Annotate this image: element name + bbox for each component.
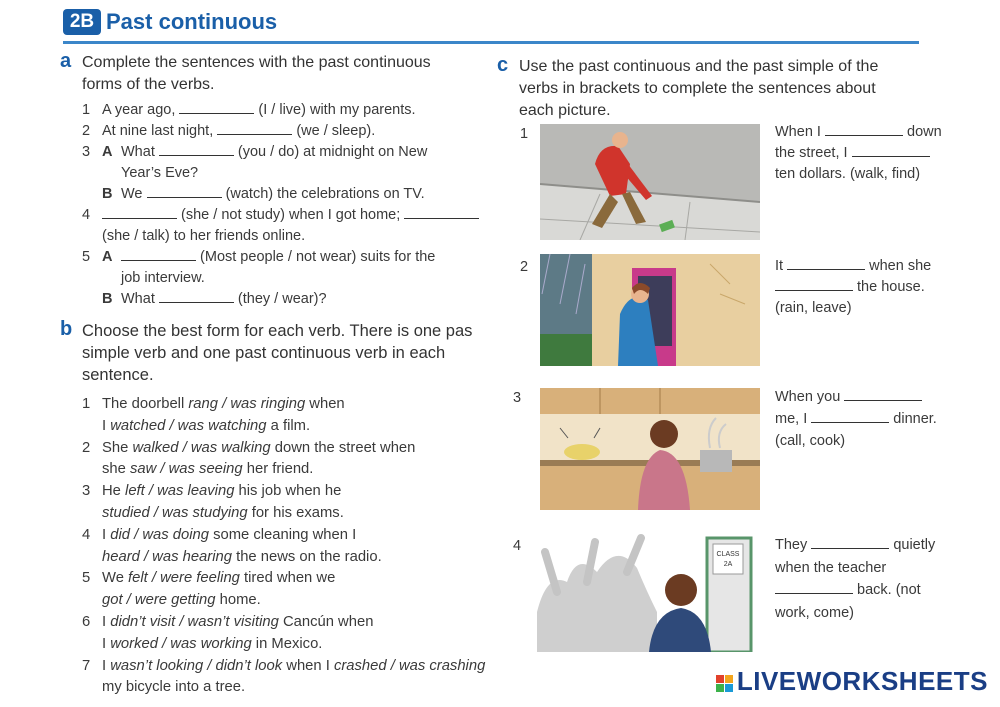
door-sign: CLASS [716,551,740,558]
answer-blank[interactable] [102,205,177,219]
section-a-letter: a [60,50,72,72]
list-item: 1 A year ago, (I / live) with my parents. [82,102,416,118]
option-choice[interactable]: worked / was working [110,635,252,652]
picture-4-sentence: They quietly when the teacher back. (not work, come) [775,537,936,621]
list-item: 3 A What (you / do) at midnight on New [82,144,428,160]
list-item: 5 We felt / were feeling tired when we got / were getting home. [82,570,336,609]
picture-3-sentence: When you me, I dinner. (call, cook) [775,389,937,449]
option-choice[interactable]: crashed / was crashing [333,657,486,674]
section-b [60,320,500,386]
option-choice[interactable]: saw / was seeing [129,461,243,478]
option-choice[interactable]: did / was doing [110,526,209,543]
picture-woman-leaving-house [540,254,760,366]
list-item: 1 The doorbell rang / was ringing when I watched / was watching a film. [82,396,345,434]
answer-blank[interactable] [179,100,254,114]
answer-blank[interactable] [217,121,292,135]
answer-blank[interactable] [852,143,930,157]
option-choice[interactable]: didn’t visit / wasn’t visiting [110,613,279,630]
answer-blank[interactable] [159,142,234,156]
picture-teacher-returning [537,532,761,652]
option-choice[interactable]: left / was leaving [125,483,235,500]
header-divider [63,41,919,44]
answer-blank[interactable] [121,247,196,261]
option-choice[interactable]: watched / was watching [110,417,267,434]
section-a [60,52,500,96]
option-choice[interactable]: wasn’t looking / didn’t look [110,657,283,674]
list-item: 2 At nine last night, (we / sleep). [82,123,376,139]
answer-blank[interactable] [404,205,479,219]
answer-blank[interactable] [775,580,853,594]
list-item-continuation: job interview. [121,270,205,286]
answer-blank[interactable] [775,277,853,291]
picture-number: 1 [520,126,529,142]
list-item: 3 He left / was leaving his job when he studied / was studying for his exams. [82,483,344,521]
answer-blank[interactable] [147,184,222,198]
picture-number: 4 [513,538,522,554]
list-item: B What (they / wear)? [102,291,327,307]
section-b-letter: b [60,318,73,340]
section-a-instruction: Complete the sentences with the past continuous forms of the verbs. [82,54,431,93]
list-item: 2 She walked / was walking down the street when she saw / was seeing her friend. [82,439,416,478]
picture-man-cooking [540,388,760,510]
liveworksheets-logo: LIVEWORKSHEETS [716,666,988,697]
option-choice[interactable]: heard / was hearing [102,548,232,565]
list-item: 7 I wasn’t looking / didn’t look when I crashed / was crashing my bicycle into a tree. [82,657,486,696]
logo-grid-icon [716,675,733,692]
door-sign-number: 2A [723,561,733,568]
answer-blank[interactable] [811,409,889,423]
answer-blank[interactable] [844,387,922,401]
section-b-instruction: Choose the best form for each verb. There is one pas simple verb and one past continuous verb in each sentence. [82,322,473,384]
unit-badge: 2B [63,9,101,35]
list-item: 4 (she / not study) when I got home; [82,205,502,226]
option-choice[interactable]: walked / was walking [132,439,271,456]
answer-blank[interactable] [787,256,865,270]
picture-man-finding-money [540,124,760,240]
answer-blank[interactable] [811,535,889,549]
list-item: B We (watch) the celebrations on TV. [102,186,425,202]
list-item: 4 I did / was doing some cleaning when I heard / was hearing the news on the radio. [82,526,382,565]
answer-blank[interactable] [825,122,903,136]
list-item-continuation: Year’s Eve? [121,165,199,181]
section-c-letter: c [497,54,509,76]
picture-1-sentence: When I down the street, I ten dollars. (walk, find) [775,124,942,182]
picture-number: 2 [520,259,529,275]
section-c [497,56,937,122]
page-title: Past continuous [106,9,278,34]
list-item: 6 I didn’t visit / wasn’t visiting Cancún when I worked / was working in Mexico. [82,613,374,652]
option-choice[interactable]: felt / were feeling [128,570,240,587]
option-choice[interactable]: studied / was studying [102,504,248,521]
section-b-list [82,394,512,699]
section-a-list [82,100,502,310]
list-item-continuation: (she / talk) to her friends online. [102,228,306,244]
picture-number: 3 [513,390,522,406]
option-choice[interactable]: got / were getting [102,592,216,609]
list-item: 5 A (Most people / not wear) suits for the [82,249,436,265]
section-c-instruction: Use the past continuous and the past simple of the verbs in brackets to complete the sentences about each picture. [519,58,879,119]
answer-blank[interactable] [159,289,234,303]
picture-2-sentence: It when she the house. (rain, leave) [775,258,932,316]
option-choice[interactable]: rang / was ringing [188,396,306,412]
